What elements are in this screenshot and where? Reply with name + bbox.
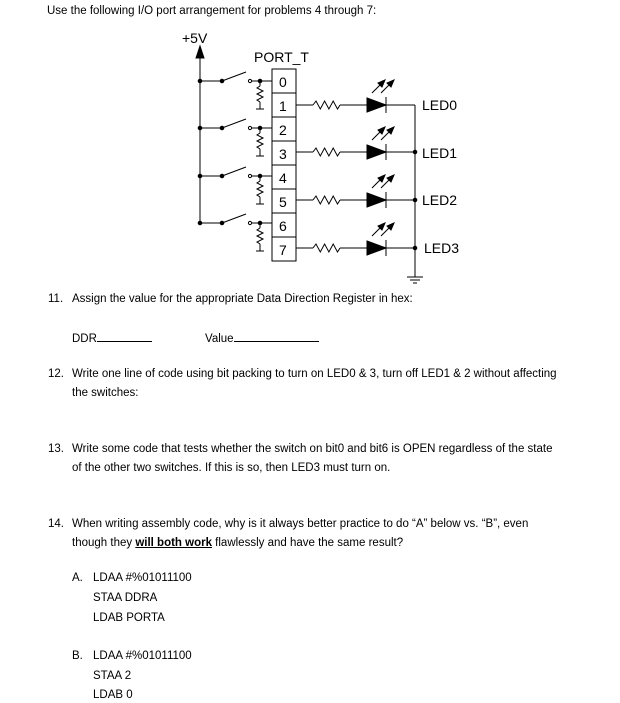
port-bit-label: 5: [279, 194, 287, 210]
pulldown-resistor-icon: [257, 86, 263, 102]
port-bit-label: 4: [279, 170, 287, 186]
option-b-label: B.: [72, 650, 83, 662]
q14: [48, 518, 529, 530]
pulldown-resistor-icon: [257, 181, 263, 197]
option-b-line: LDAB 0: [93, 689, 133, 701]
q11-text: Assign the value for the appropriate Data Direction Register in hex:: [72, 293, 413, 305]
q12-number: 12.: [48, 368, 64, 380]
switch-blade: [222, 119, 246, 128]
port-bit-label: 2: [279, 122, 287, 138]
switch-contact: [248, 79, 251, 82]
resistor-icon: [313, 196, 340, 204]
resistor-icon: [313, 148, 340, 156]
q14-emphasis: will both work: [135, 537, 212, 549]
option-a-line: LDAA #%01011100: [93, 572, 192, 584]
led-diode-icon: [367, 98, 386, 112]
q14-line2-post: flawlessly and have the same result?: [211, 537, 404, 549]
q13-line2: of the other two switches. If this is so, then LED3 must turn on.: [72, 462, 391, 474]
q12-line2: the switches:: [72, 387, 139, 399]
option-b-line: STAA 2: [93, 670, 132, 682]
q13: [48, 443, 553, 455]
q12-line1: Write one line of code using bit packing to turn on LED0 & 3, turn off LED1 & 2 without affecting: [72, 368, 557, 380]
ddr-blank[interactable]: [97, 331, 152, 342]
led-diode-icon: [367, 241, 386, 255]
switch-contact: [248, 174, 251, 177]
value-label: Value: [205, 333, 234, 345]
value-blank[interactable]: [234, 331, 319, 342]
port-bit-label: 3: [279, 146, 287, 162]
port-bit-label: 0: [279, 74, 287, 90]
led1-label: LED1: [422, 145, 458, 161]
switch-contact: [248, 126, 251, 129]
port-bit-label: 6: [279, 218, 287, 234]
switch-blade: [222, 167, 246, 176]
q11: [48, 293, 413, 305]
option-a-label: A.: [72, 572, 83, 584]
resistor-icon: [313, 101, 340, 109]
intro-text: Use the following I/O port arrangement for problems 4 through 7:: [47, 5, 377, 17]
option-b-line: LDAA #%01011100: [93, 650, 192, 662]
q14-line2-pre: though they: [72, 537, 136, 549]
q13-number: 13.: [48, 443, 64, 455]
switch-contact: [248, 221, 251, 224]
port-bit-label: 7: [279, 242, 287, 258]
led3-label: LED3: [424, 240, 460, 256]
led-diode-icon: [367, 193, 386, 207]
q14-line2: [72, 537, 403, 549]
q12: [48, 368, 557, 380]
ddr-field[interactable]: [72, 331, 152, 345]
q13-line1: Write some code that tests whether the switch on bit0 and bit6 is OPEN regardless of the state: [72, 443, 553, 455]
switch-blade: [222, 72, 246, 81]
supply-label: +5V: [182, 30, 208, 46]
q11-number: 11.: [48, 293, 64, 305]
q14-line1: When writing assembly code, why is it always better practice to do “A” below vs. “B”, even: [72, 518, 529, 530]
value-field[interactable]: [205, 331, 319, 345]
port-label: PORT_T: [254, 49, 309, 65]
option-a-line: STAA DDRA: [93, 592, 158, 604]
resistor-icon: [313, 244, 340, 252]
ddr-label: DDR: [72, 333, 97, 345]
led0-label: LED0: [422, 97, 458, 113]
led-diode-icon: [367, 145, 386, 159]
q14-number: 14.: [48, 518, 64, 530]
pulldown-resistor-icon: [257, 228, 263, 244]
led2-label: LED2: [422, 192, 458, 208]
port-bit-label: 1: [279, 98, 287, 114]
pulldown-resistor-icon: [257, 133, 263, 149]
supply-arrow-icon: [196, 46, 204, 58]
switch-blade: [222, 214, 246, 223]
option-a-line: LDAB PORTA: [93, 612, 165, 624]
